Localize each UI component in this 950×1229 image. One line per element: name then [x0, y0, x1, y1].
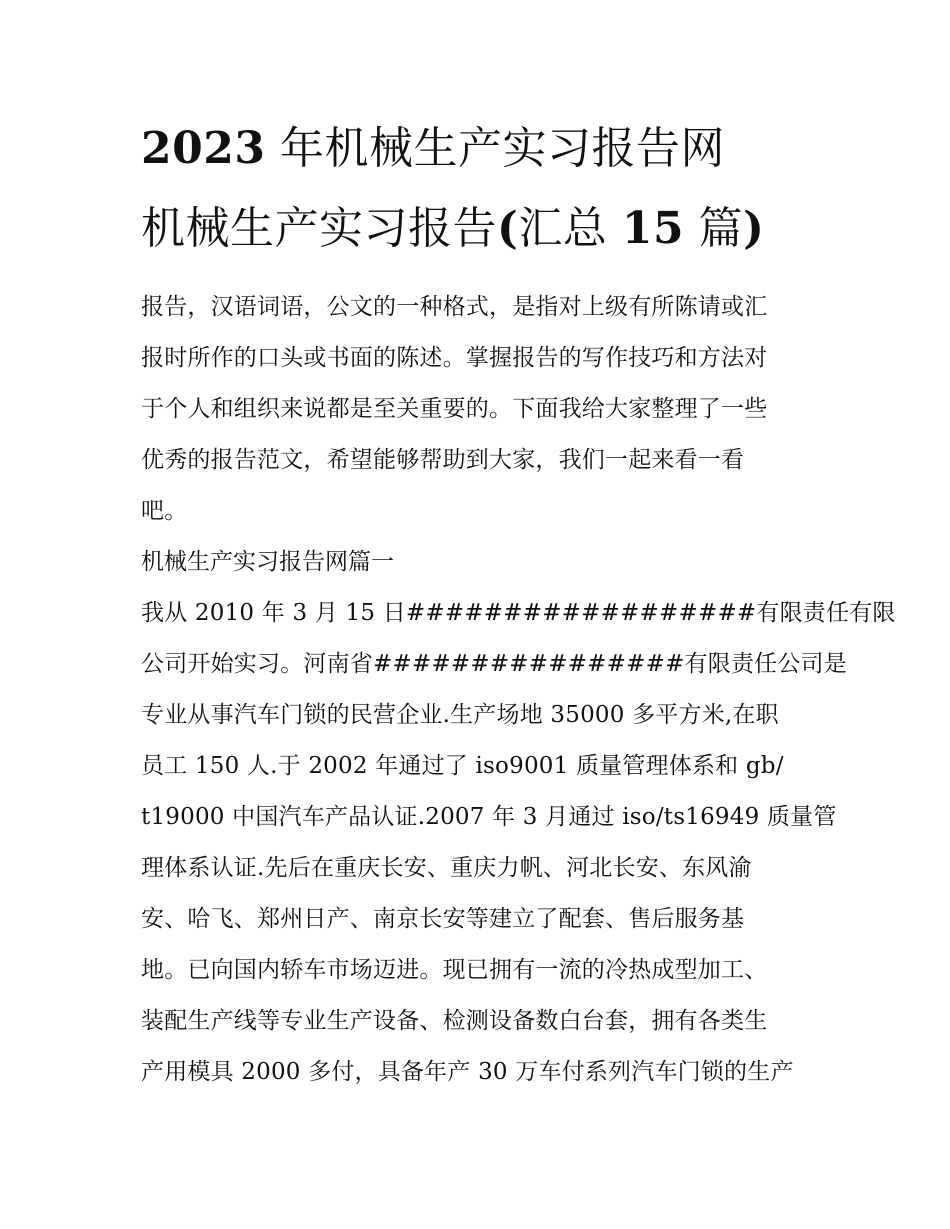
body-line: t19000 中国汽车产品认证.2007 年 3 月通过 iso/ts16949 质量管	[141, 804, 837, 830]
intro-line: 报告，汉语词语，公文的一种格式，是指对上级有所陈请或汇	[141, 294, 768, 320]
title-paren-close: )	[743, 203, 765, 254]
title-line-2-text-a: 机械生产实习报告	[141, 203, 497, 254]
intro-paragraph	[141, 282, 813, 537]
title-line-2-text-c: 篇	[698, 203, 744, 254]
intro-line: 报时所作的口头或书面的陈述。掌握报告的写作技巧和方法对	[141, 345, 768, 371]
body-line: 产用模具 2000 多付，具备年产 30 万车付系列汽车门锁的生产	[141, 1059, 794, 1085]
title-line-2-text-b: 汇总	[518, 203, 608, 254]
intro-line: 优秀的报告范文，希望能够帮助到大家，我们一起来看一看	[141, 447, 745, 473]
title-line-1-text: 年机械生产实习报告网	[279, 123, 725, 174]
body-line: 地。已向国内轿车市场迈进。现已拥有一流的冷热成型加工、	[141, 957, 768, 983]
title-count: 15	[621, 203, 685, 254]
section-heading: 机械生产实习报告网篇一	[141, 549, 394, 575]
body-line: 装配生产线等专业生产设备、检测设备数白台套，拥有各类生	[141, 1008, 768, 1034]
title-year: 2023	[141, 123, 266, 174]
intro-line: 吧。	[141, 498, 188, 524]
body-line: 公司开始实习。河南省################有限责任公司是	[141, 651, 847, 677]
title-line-2	[141, 198, 813, 260]
body-line: 理体系认证.先后在重庆长安、重庆力帆、河北长安、东风渝	[141, 855, 752, 881]
body-line: 安、哈飞、郑州日产、南京长安等建立了配套、售后服务基	[141, 906, 745, 932]
document-title	[141, 118, 813, 260]
title-paren-open: (	[497, 203, 519, 254]
intro-line: 于个人和组织来说都是至关重要的。下面我给大家整理了一些	[141, 396, 768, 422]
document-page	[141, 118, 896, 1098]
body-line: 我从 2010 年 3 月 15 日##################有限责任有限	[141, 600, 896, 626]
body-paragraph	[141, 588, 896, 1098]
body-line: 专业从事汽车门锁的民营企业.生产场地 35000 多平方米,在职	[141, 702, 779, 728]
title-line-1	[141, 118, 813, 180]
body-line: 员工 150 人.于 2002 年通过了 iso9001 质量管理体系和 gb/	[141, 753, 784, 779]
